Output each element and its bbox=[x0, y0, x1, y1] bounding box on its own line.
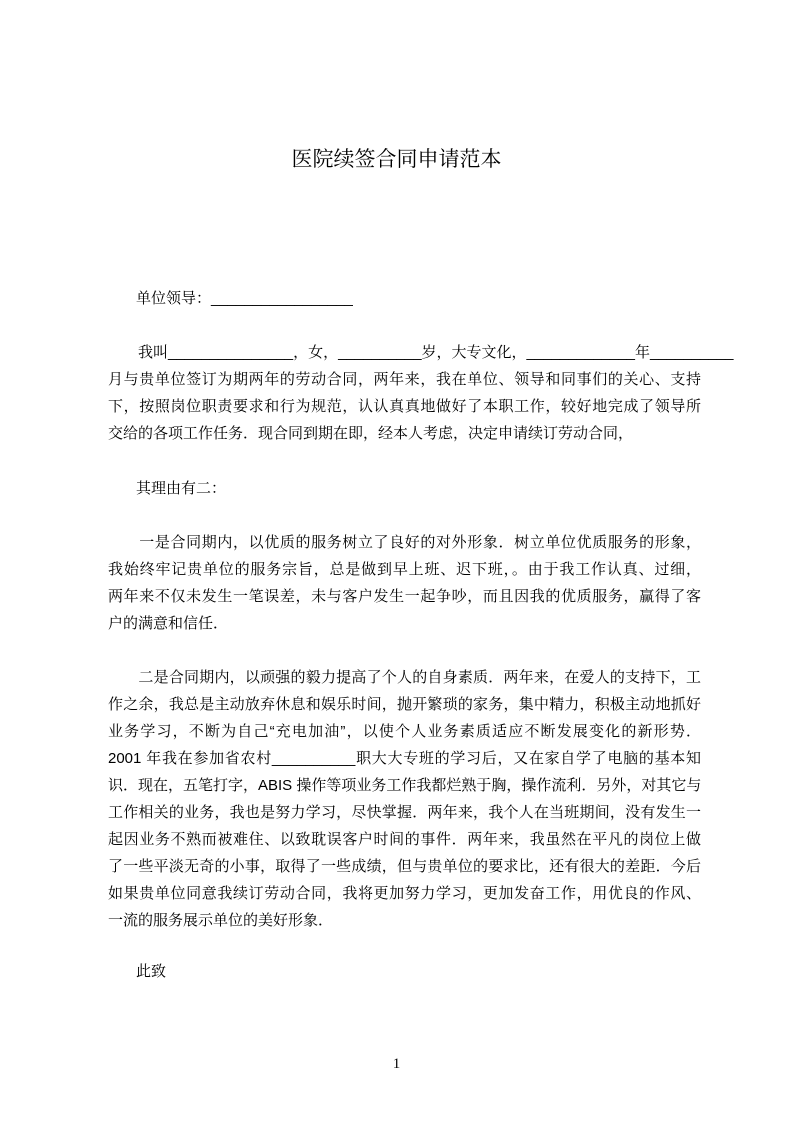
text-line: 一是合同期内，以优质的服务树立了良好的对外形象．树立单位优质服务的形象， bbox=[108, 534, 701, 551]
text-line: 业务学习，不断为自己“充电加油”，以使个人业务素质适应不断发展变化的新形势． bbox=[108, 723, 701, 740]
text-line: 我始终牢记贵单位的服务宗旨，总是做到早上班、迟下班，。由于我工作认真、过细， bbox=[108, 561, 701, 578]
text-line: 2001 年我在参加省农村__________职大大专班的学习后，又在家自学了电脑的基本知 bbox=[108, 750, 701, 767]
text-line: 一流的服务展示单位的美好形象． bbox=[108, 912, 334, 929]
text-line: 两年来不仅未发生一笔误差，未与客户发生一起争吵，而且因我的优质服务，赢得了客 bbox=[108, 588, 701, 605]
salutation: 单位领导：_________________ bbox=[136, 290, 353, 307]
text-line: 如果贵单位同意我续订劳动合同，我将更加努力学习，更加发奋工作，用优良的作风、 bbox=[108, 885, 701, 902]
text-line: 起因业务不熟而被难住、以致耽误客户时间的事件．两年来，我虽然在平凡的岗位上做 bbox=[108, 831, 701, 848]
closing-text: 此致 bbox=[136, 963, 167, 980]
text-line: 作之余，我总是主动放弃休息和娱乐时间，抛开繁琐的家务，集中精力，积极主动地抓好 bbox=[108, 696, 701, 713]
text-line: 二是合同期内，以顽强的毅力提高了个人的自身素质．两年来，在爱人的支持下，工 bbox=[108, 669, 701, 686]
text-line: 我叫_______________，女，__________岁，大专文化，_____________年__________ bbox=[108, 344, 734, 361]
text-line: 识．现在，五笔打字，ABIS 操作等项业务工作我都烂熟于胸，操作流利．另外，对其它与 bbox=[108, 777, 702, 794]
document-title: 医院续签合同申请范本 bbox=[291, 148, 502, 171]
text-line: 下，按照岗位职责要求和行为规范，认认真真地做好了本职工作，较好地完成了领导所 bbox=[108, 398, 701, 415]
page-number: 1 bbox=[392, 1056, 401, 1072]
text-line: 户的满意和信任． bbox=[108, 615, 229, 632]
reasons-heading: 其理由有二： bbox=[136, 480, 227, 497]
text-line: 月与贵单位签订为期两年的劳动合同，两年来，我在单位、领导和同事们的关心、支持 bbox=[108, 371, 701, 388]
text-line: 交给的各项工作任务．现合同到期在即，经本人考虑，决定申请续订劳动合同， bbox=[108, 425, 634, 442]
text-line: 了一些平淡无奇的小事，取得了一些成绩，但与贵单位的要求比，还有很大的差距．今后 bbox=[108, 858, 701, 875]
text-line: 工作相关的业务，我也是努力学习，尽快掌握．两年来，我个人在当班期间，没有发生一 bbox=[108, 804, 701, 821]
